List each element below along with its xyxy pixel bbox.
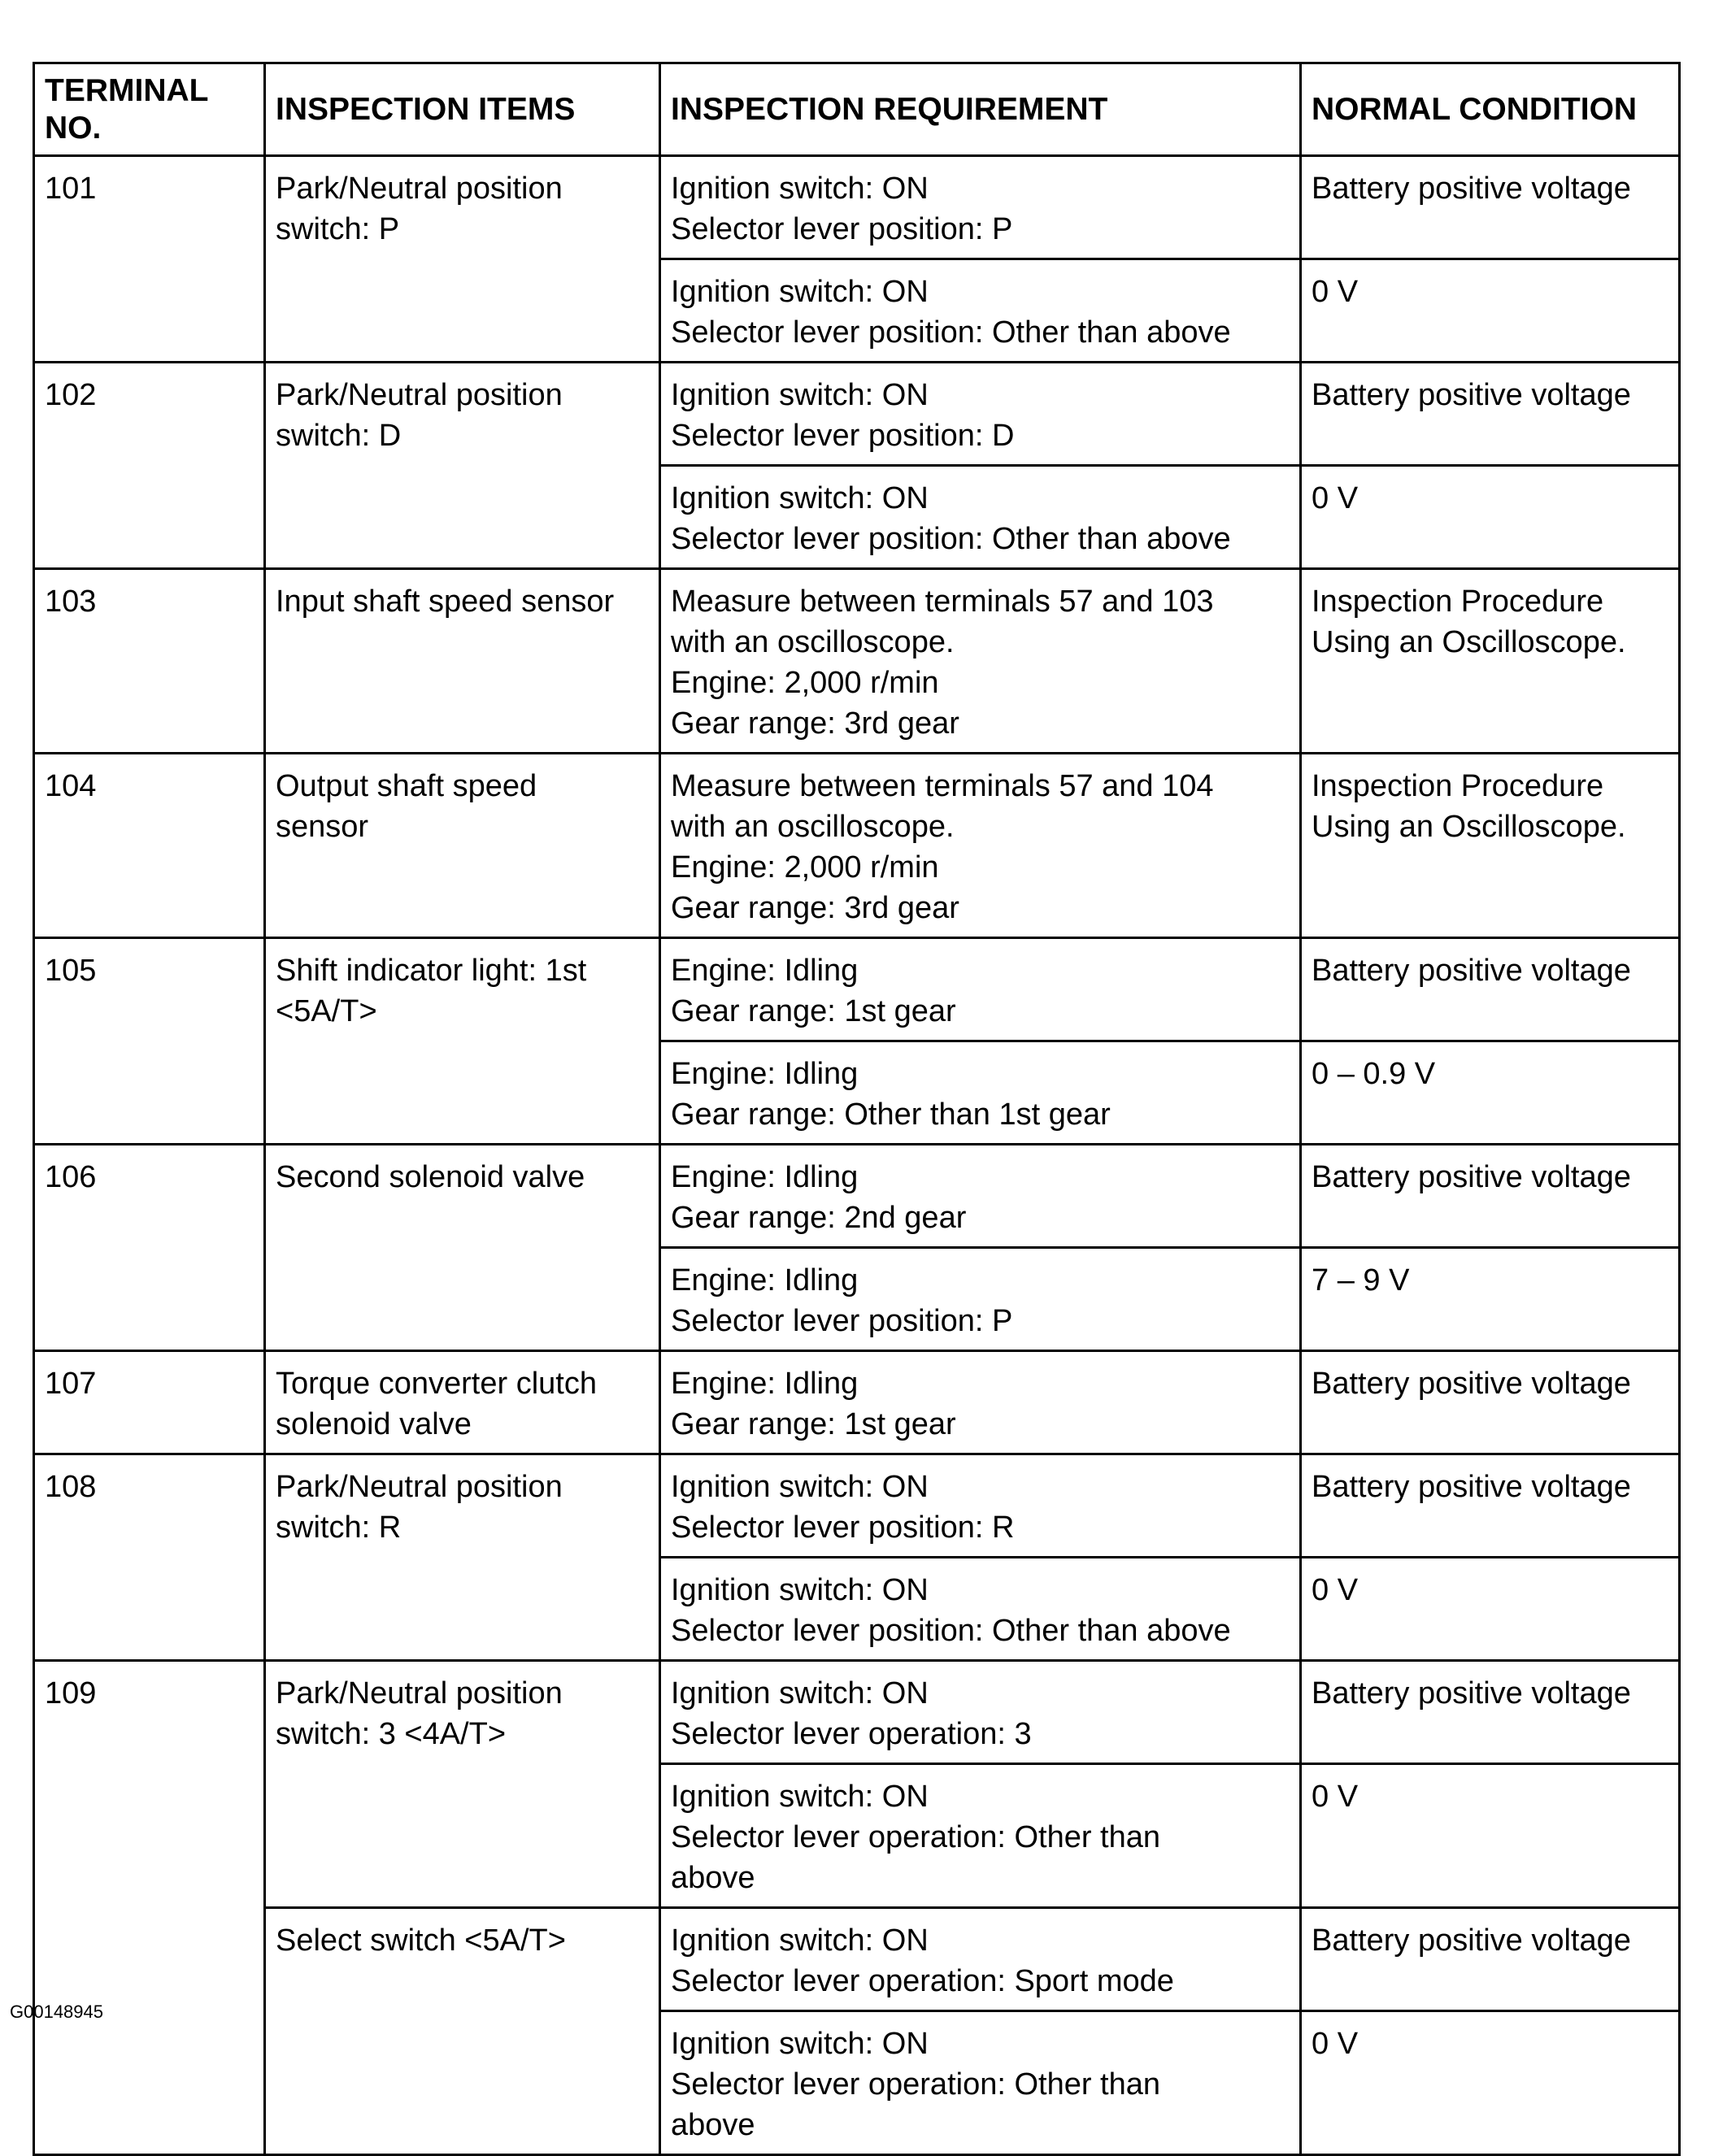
inspection-item-cell [265,1145,660,1351]
inspection-requirement-cell [660,1764,1301,1908]
normal-condition-cell [1301,466,1680,569]
inspection-item-cell-line: Park/Neutral position [276,1470,563,1504]
inspection-item-cell [265,1454,660,1661]
inspection-requirement-cell [660,1558,1301,1661]
normal-condition-cell-line: Battery positive voltage [1312,1676,1631,1710]
inspection-requirement-cell [660,1908,1301,2011]
inspection-item-cell [265,156,660,363]
normal-condition-cell [1301,1351,1680,1454]
normal-condition-cell [1301,363,1680,466]
inspection-item-cell-line: Park/Neutral position [276,172,563,206]
normal-condition-cell [1301,754,1680,938]
normal-condition-cell-line: Battery positive voltage [1312,172,1631,206]
terminal-number-cell: 106 [34,1145,265,1351]
inspection-item-cell-line: Park/Neutral position [276,1676,563,1710]
inspection-requirement-cell [660,259,1301,363]
inspection-requirement-cell [660,1145,1301,1248]
header-terminal-no [34,63,265,156]
inspection-requirement-cell-line: Engine: Idling [671,1160,859,1194]
header-terminal-line: NO. [45,110,102,146]
inspection-requirement-cell [660,1661,1301,1764]
inspection-requirement-cell-line: Gear range: 2nd gear [671,1201,967,1235]
inspection-requirement-cell [660,938,1301,1041]
normal-condition-cell-line: 0 V [1312,275,1359,309]
normal-condition-cell [1301,1454,1680,1558]
inspection-requirement-cell [660,2011,1301,2155]
inspection-item-cell-line: Output shaft speed [276,769,537,803]
inspection-requirement-cell-line: Engine: 2,000 r/min [671,850,939,885]
inspection-requirement-cell-line: Selector lever position: P [671,212,1013,246]
table-row [34,1351,1680,1454]
normal-condition-cell-line: Battery positive voltage [1312,378,1631,412]
inspection-item-cell-line: Second solenoid valve [276,1160,585,1194]
normal-condition-cell-line: Battery positive voltage [1312,1367,1631,1401]
inspection-requirement-cell-line: Selector lever position: R [671,1511,1015,1545]
normal-condition-cell-line: Battery positive voltage [1312,1160,1631,1194]
inspection-requirement-cell-line: Selector lever operation: Sport mode [671,1964,1174,1998]
normal-condition-cell-line: 7 – 9 V [1312,1263,1410,1298]
inspection-item-cell-line: Select switch <5A/T> [276,1923,566,1958]
normal-condition-cell-line: Using an Oscilloscope. [1312,625,1626,659]
terminal-number-cell: 105 [34,938,265,1145]
inspection-item-cell [265,1661,660,1908]
terminal-number-cell: 103 [34,569,265,754]
normal-condition-cell [1301,2011,1680,2155]
inspection-requirement-cell-line: Selector lever position: P [671,1304,1013,1338]
inspection-requirement-cell-line: Selector lever position: Other than above [671,522,1231,556]
inspection-requirement-cell-line: Ignition switch: ON [671,1780,929,1814]
inspection-requirement-cell-line: Ignition switch: ON [671,275,929,309]
inspection-requirement-cell-line: Ignition switch: ON [671,172,929,206]
inspection-item-cell [265,938,660,1145]
normal-condition-cell-line: Battery positive voltage [1312,1470,1631,1504]
inspection-requirement-cell-line: Engine: Idling [671,954,859,988]
inspection-item-cell [265,363,660,569]
inspection-requirement-cell-line: Selector lever operation: 3 [671,1717,1032,1751]
terminal-number-cell: 102 [34,363,265,569]
inspection-item-cell-line: Torque converter clutch [276,1367,597,1401]
normal-condition-cell [1301,1558,1680,1661]
inspection-requirement-cell-line: Ignition switch: ON [671,2027,929,2061]
inspection-requirement-cell-line: Ignition switch: ON [671,378,929,412]
normal-condition-cell [1301,569,1680,754]
figure-id: G00148945 [10,2002,103,2022]
inspection-item-cell [265,1351,660,1454]
inspection-item-cell-line: sensor [276,810,369,844]
inspection-requirement-cell-line: Ignition switch: ON [671,481,929,515]
normal-condition-cell-line: 0 V [1312,2027,1359,2061]
table-row [34,1908,1680,2011]
inspection-requirement-cell [660,1351,1301,1454]
inspection-item-cell [265,569,660,754]
normal-condition-cell-line: 0 V [1312,1573,1359,1607]
header-normal-condition: NORMAL CONDITION [1301,63,1680,156]
table-row [34,1145,1680,1248]
normal-condition-cell [1301,1661,1680,1764]
inspection-item-cell-line: Shift indicator light: 1st [276,954,587,988]
normal-condition-cell-line: 0 – 0.9 V [1312,1057,1436,1091]
inspection-requirement-cell [660,363,1301,466]
inspection-requirement-cell-line: Gear range: 3rd gear [671,891,959,925]
terminal-number-cell: 109 [34,1661,265,2155]
inspection-requirement-cell-line: Selector lever position: Other than above [671,1614,1231,1648]
inspection-item-cell-line: Input shaft speed sensor [276,585,615,619]
inspection-requirement-cell-line: Engine: Idling [671,1263,859,1298]
inspection-requirement-cell-line: Gear range: 1st gear [671,1407,956,1441]
inspection-requirement-cell-line: Measure between terminals 57 and 104 [671,769,1214,803]
normal-condition-cell [1301,1145,1680,1248]
inspection-requirement-cell [660,754,1301,938]
table-row [34,754,1680,938]
inspection-requirement-cell-line: Selector lever operation: Other than [671,2067,1161,2102]
normal-condition-cell [1301,1764,1680,1908]
inspection-requirement-cell-line: Selector lever operation: Other than [671,1820,1161,1854]
normal-condition-cell-line: Inspection Procedure [1312,585,1604,619]
inspection-requirement-cell-line: with an oscilloscope. [671,810,955,844]
terminal-number-cell: 108 [34,1454,265,1661]
normal-condition-cell-line: Inspection Procedure [1312,769,1604,803]
normal-condition-cell [1301,1041,1680,1145]
table-row [34,1454,1680,1558]
inspection-item-cell [265,1908,660,2155]
inspection-requirement-cell-line: Engine: 2,000 r/min [671,666,939,700]
inspection-requirement-cell [660,1041,1301,1145]
inspection-requirement-cell-line: Engine: Idling [671,1057,859,1091]
inspection-requirement-cell-line: Ignition switch: ON [671,1470,929,1504]
inspection-item-cell-line: switch: D [276,419,402,453]
inspection-requirement-cell-line: Gear range: Other than 1st gear [671,1098,1111,1132]
terminal-number-cell: 101 [34,156,265,363]
inspection-requirement-cell [660,569,1301,754]
inspection-requirement-cell-line: Measure between terminals 57 and 103 [671,585,1214,619]
inspection-requirement-cell [660,1248,1301,1351]
normal-condition-cell [1301,259,1680,363]
table-row [34,569,1680,754]
terminal-number-cell: 107 [34,1351,265,1454]
inspection-item-cell-line: switch: R [276,1511,402,1545]
normal-condition-cell-line: 0 V [1312,481,1359,515]
header-inspection-requirement: INSPECTION REQUIREMENT [660,63,1301,156]
table-row [34,156,1680,259]
inspection-requirement-cell-line: Gear range: 1st gear [671,994,956,1028]
inspection-requirement-cell-line: Engine: Idling [671,1367,859,1401]
inspection-requirement-cell [660,466,1301,569]
inspection-requirement-cell-line: above [671,2108,755,2142]
terminal-inspection-table [33,62,1681,2156]
header-terminal-line: TERMINAL [45,72,209,108]
header-row [34,63,1680,156]
terminal-number-cell: 104 [34,754,265,938]
inspection-requirement-cell-line: with an oscilloscope. [671,625,955,659]
normal-condition-cell [1301,156,1680,259]
inspection-requirement-cell [660,1454,1301,1558]
normal-condition-cell [1301,1908,1680,2011]
inspection-item-cell-line: Park/Neutral position [276,378,563,412]
inspection-item-cell-line: switch: 3 <4A/T> [276,1717,507,1751]
inspection-item-cell-line: switch: P [276,212,400,246]
normal-condition-cell-line: 0 V [1312,1780,1359,1814]
normal-condition-cell-line: Using an Oscilloscope. [1312,810,1626,844]
table-row [34,938,1680,1041]
inspection-requirement-cell-line: Ignition switch: ON [671,1923,929,1958]
table-row [34,1661,1680,1764]
normal-condition-cell-line: Battery positive voltage [1312,1923,1631,1958]
inspection-requirement-cell-line: Gear range: 3rd gear [671,706,959,741]
inspection-requirement-cell-line: above [671,1861,755,1895]
inspection-requirement-cell [660,156,1301,259]
inspection-item-cell-line: <5A/T> [276,994,377,1028]
inspection-requirement-cell-line: Ignition switch: ON [671,1676,929,1710]
table-body [34,156,1680,2155]
header-inspection-items: INSPECTION ITEMS [265,63,660,156]
normal-condition-cell-line: Battery positive voltage [1312,954,1631,988]
inspection-requirement-cell-line: Selector lever position: Other than above [671,315,1231,350]
normal-condition-cell [1301,938,1680,1041]
inspection-requirement-cell-line: Selector lever position: D [671,419,1015,453]
inspection-requirement-cell-line: Ignition switch: ON [671,1573,929,1607]
normal-condition-cell [1301,1248,1680,1351]
inspection-item-cell [265,754,660,938]
inspection-item-cell-line: solenoid valve [276,1407,472,1441]
table-row [34,363,1680,466]
